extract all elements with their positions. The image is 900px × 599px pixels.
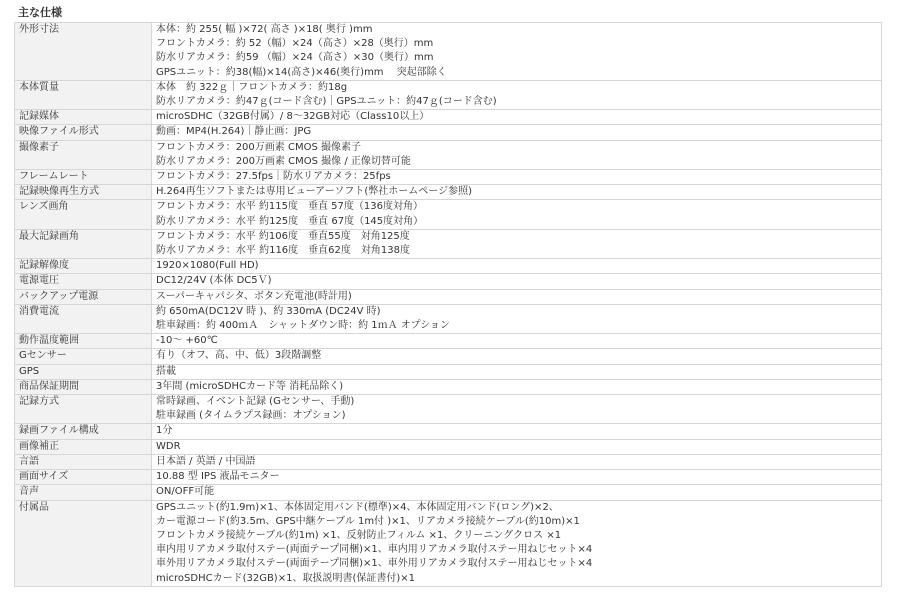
spec-label: バックアップ電源 <box>15 289 152 304</box>
spec-value-line: 本体：約 255( 幅 )×72( 高さ )×18( 奥行 )mm <box>156 24 373 35</box>
spec-row <box>15 334 882 349</box>
spec-row <box>15 395 882 424</box>
spec-value-line: 約 650mA(DC12V 時 )、約 330mA (DC24V 時) <box>156 305 381 317</box>
spec-value-line: 日本語 / 英語 / 中国語 <box>156 455 256 467</box>
spec-label: 記録媒体 <box>15 110 152 125</box>
spec-value <box>152 364 882 379</box>
spec-row <box>15 439 882 454</box>
spec-value <box>152 349 882 364</box>
spec-value-line: 車内用リアカメラ取付ステー(両面テープ同梱)×1、車内用リアカメラ取付ステー用ねじセット×4 <box>156 544 593 556</box>
spec-label: 消費電流 <box>15 304 152 333</box>
spec-label: 撮像素子 <box>15 140 152 169</box>
spec-row <box>15 424 882 439</box>
spec-value-line: ON/OFF可能 <box>156 486 215 498</box>
spec-value <box>152 140 882 169</box>
spec-row <box>15 80 882 109</box>
spec-row <box>15 170 882 185</box>
spec-value <box>152 185 882 200</box>
spec-row <box>15 229 882 258</box>
spec-value-line: 駐車録画：約 400ｍＡ シャットダウン時：約 1ｍＡ オプション <box>156 320 450 332</box>
spec-value <box>152 470 882 485</box>
spec-label: Gセンサー <box>15 349 152 364</box>
spec-value-line: GPSユニット(約1.9m)×1、本体固定用バンド(標準)×4、本体固定用バンド(ロング)×2、 <box>156 501 559 513</box>
spec-label: 動作温度範囲 <box>15 334 152 349</box>
spec-row <box>15 200 882 229</box>
spec-row <box>15 364 882 379</box>
spec-value <box>152 395 882 424</box>
spec-value-line: 1920×1080(Full HD) <box>156 260 259 272</box>
spec-label: レンズ画角 <box>15 200 152 229</box>
spec-value-line: フロントカメラ：水平 約115度 垂直 57度（136度対角） <box>156 201 423 213</box>
spec-row <box>15 349 882 364</box>
spec-value-line: 駐車録画 (タイムラプス録画：オプション) <box>156 410 346 422</box>
spec-value-line: GPSユニット：約38(幅)×14(高さ)×46(奥行)mm 突起部除く <box>156 66 447 78</box>
spec-value <box>152 334 882 349</box>
spec-value <box>152 23 882 81</box>
spec-value-line: 防水リアカメラ：水平 約125度 垂直 67度（145度対角） <box>156 215 424 227</box>
spec-row <box>15 110 882 125</box>
spec-value <box>152 379 882 394</box>
spec-label: 画面サイズ <box>15 470 152 485</box>
spec-row <box>15 259 882 274</box>
spec-value-line: 有り（オフ、高、中、低）3段階調整 <box>156 350 322 362</box>
spec-row <box>15 485 882 500</box>
spec-row <box>15 500 882 586</box>
spec-value-line: 防水リアカメラ：200万画素 CMOS 撮像 / 正像切替可能 <box>156 155 411 167</box>
spec-label: 最大記録画角 <box>15 229 152 258</box>
section-heading: 主な仕様 <box>18 6 62 19</box>
spec-value-line: 1分 <box>156 425 173 437</box>
spec-value-line: フロントカメラ接続ケーブル(約1m) ×1、反射防止フィルム ×1、クリーニングクロス ×1 <box>156 529 562 541</box>
spec-value-line: 搭載 <box>156 365 176 377</box>
spec-value-line: -10～ +60℃ <box>156 335 218 347</box>
spec-row <box>15 140 882 169</box>
spec-value <box>152 424 882 439</box>
spec-value-line: DC12/24V (本体 DC5Ｖ) <box>156 275 272 287</box>
spec-value-line: 常時録画、イベント記録 (Gセンサー、手動) <box>156 396 355 408</box>
spec-row <box>15 274 882 289</box>
spec-value <box>152 454 882 469</box>
spec-row <box>15 125 882 140</box>
spec-label: 本体質量 <box>15 80 152 109</box>
spec-value-line: 動画：MP4(H.264)｜静止画：JPG <box>156 126 312 138</box>
spec-row <box>15 379 882 394</box>
spec-value <box>152 259 882 274</box>
spec-label: 音声 <box>15 485 152 500</box>
spec-label: 電源電圧 <box>15 274 152 289</box>
spec-label: 記録映像再生方式 <box>15 185 152 200</box>
spec-value <box>152 500 882 586</box>
spec-value <box>152 439 882 454</box>
spec-value-line: microSDHC（32GB付属）/ 8～32GB対応（Class10以上） <box>156 111 430 123</box>
spec-value-line: 防水リアカメラ：約47ｇ(コード含む)｜GPSユニット：約47ｇ(コード含む) <box>156 96 497 108</box>
spec-value-line: microSDHCカード(32GB)×1、取扱説明書(保証書付)×1 <box>156 572 415 584</box>
spec-value-line: フロントカメラ：200万画素 CMOS 撮像素子 <box>156 141 361 153</box>
spec-label: 画像補正 <box>15 439 152 454</box>
spec-value-line: フロントカメラ：水平 約106度 垂直55度 対角125度 <box>156 230 410 242</box>
spec-value <box>152 289 882 304</box>
spec-label: 映像ファイル形式 <box>15 125 152 140</box>
spec-value-line: H.264再生ソフトまたは専用ビューアーソフト(弊社ホームページ参照) <box>156 186 473 198</box>
spec-value-line: 3年間 (microSDHCカード等 消耗品除く) <box>156 380 344 392</box>
spec-value-line: 本体 約 322ｇ｜フロントカメラ：約18g <box>156 81 348 93</box>
spec-value-line: 防水リアカメラ：約59 （幅）×24（高さ）×30（奥行）mm <box>156 52 434 64</box>
spec-value-line: フロントカメラ：27.5fps｜防水リアカメラ：25fps <box>156 171 391 183</box>
spec-value <box>152 200 882 229</box>
spec-row <box>15 23 882 81</box>
spec-value <box>152 274 882 289</box>
spec-row <box>15 304 882 333</box>
spec-value-line: スーパーキャパシタ、ボタン充電池(時計用) <box>156 290 352 302</box>
spec-row <box>15 470 882 485</box>
spec-label: GPS <box>15 364 152 379</box>
spec-value <box>152 485 882 500</box>
spec-label: 外形寸法 <box>15 23 152 81</box>
spec-value <box>152 304 882 333</box>
spec-row <box>15 289 882 304</box>
spec-table <box>14 22 882 587</box>
spec-value-line: 車外用リアカメラ取付ステー(両面テープ同梱)×1、車外用リアカメラ取付ステー用ねじセット×4 <box>156 558 593 570</box>
spec-label: 言語 <box>15 454 152 469</box>
spec-label: 記録解像度 <box>15 259 152 274</box>
spec-row <box>15 454 882 469</box>
spec-value-line: カー電源コード(約3.5m、GPS中継ケーブル 1m付 )×1、リアカメラ接続ケーブル(約10m)×1 <box>156 515 580 527</box>
spec-value <box>152 80 882 109</box>
spec-label: フレームレート <box>15 170 152 185</box>
spec-value-line: 防水リアカメラ：水平 約116度 垂直62度 対角138度 <box>156 245 410 257</box>
spec-value-line: フロントカメラ：約 52（幅）×24（高さ）×28（奥行）mm <box>156 38 434 50</box>
spec-label: 商品保証期間 <box>15 379 152 394</box>
spec-value-line: WDR <box>156 440 181 452</box>
spec-label: 録画ファイル構成 <box>15 424 152 439</box>
spec-value <box>152 170 882 185</box>
spec-table-body <box>15 23 882 587</box>
spec-row <box>15 185 882 200</box>
spec-label: 記録方式 <box>15 395 152 424</box>
spec-label: 付属品 <box>15 500 152 586</box>
spec-value <box>152 125 882 140</box>
spec-value <box>152 229 882 258</box>
spec-value-line: 10.88 型 IPS 液晶モニター <box>156 471 280 483</box>
spec-value <box>152 110 882 125</box>
